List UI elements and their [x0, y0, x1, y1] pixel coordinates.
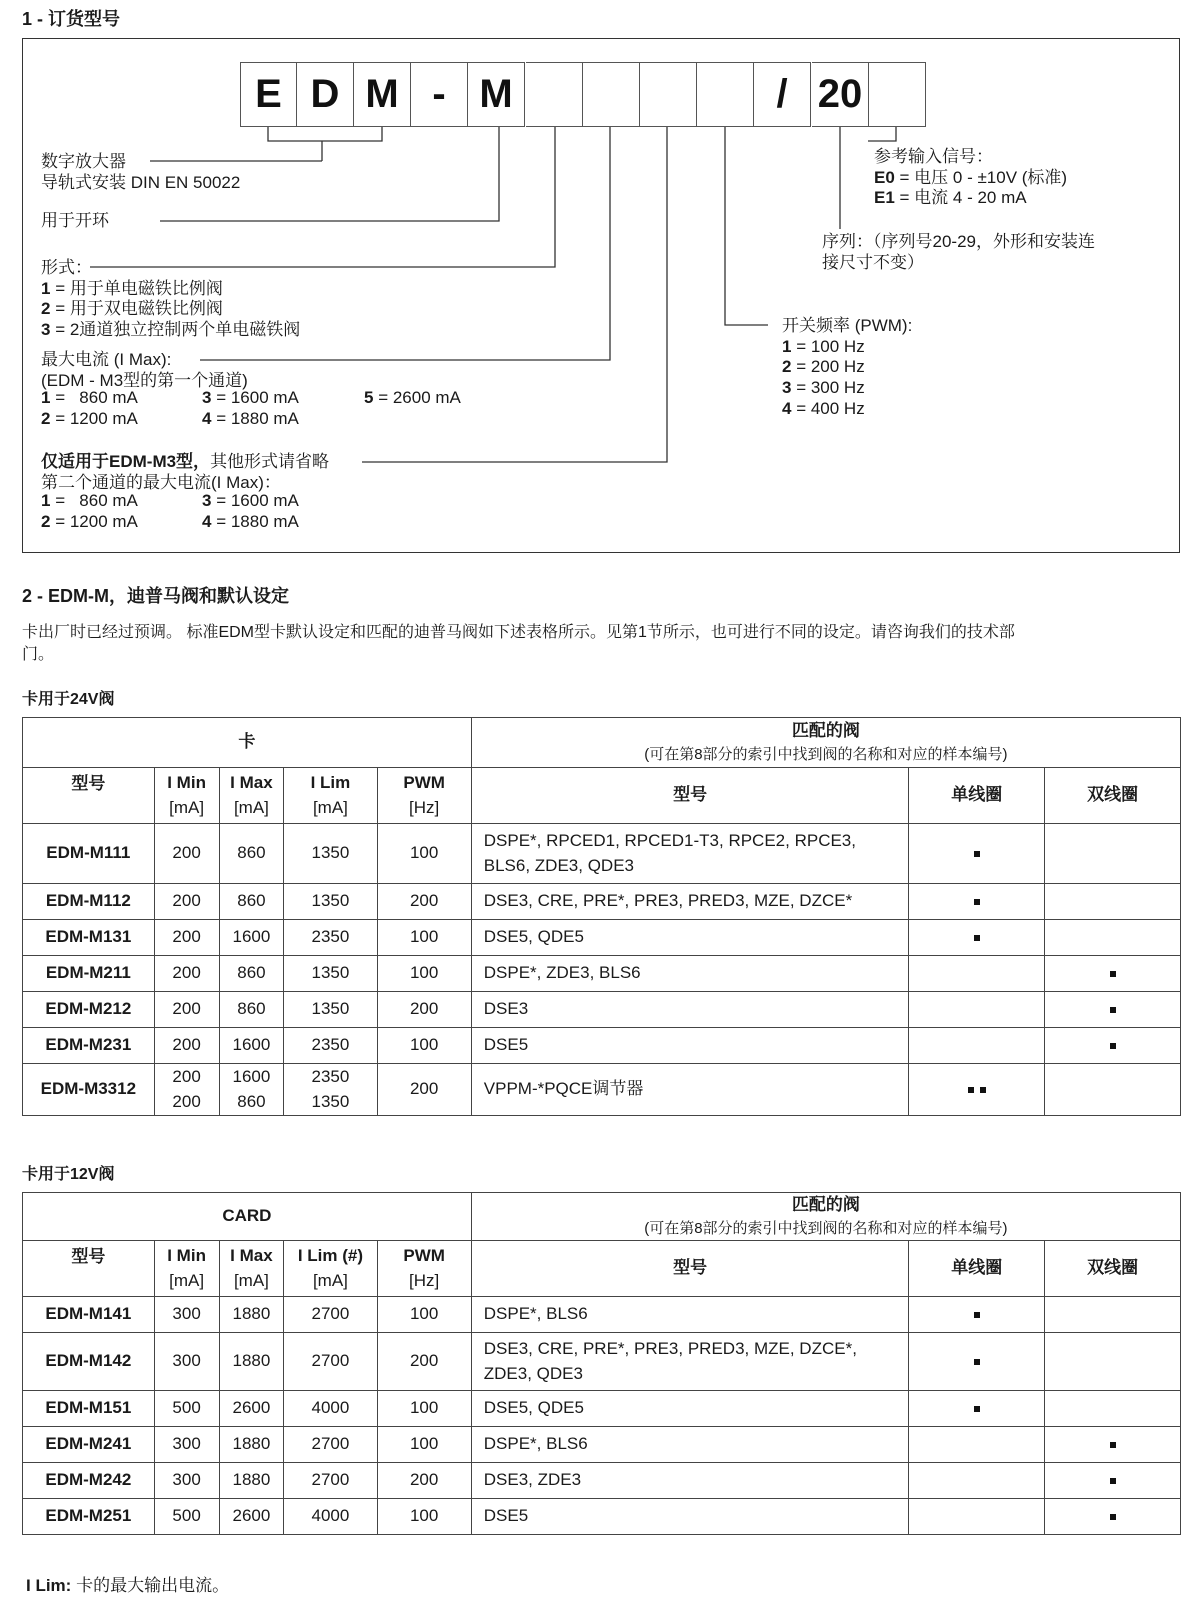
col-valve-model: 型号 [471, 768, 909, 824]
row-ilim: 4000 [284, 1499, 377, 1535]
form-title: 形式： [41, 258, 92, 277]
row-pwm: 100 [377, 1297, 471, 1333]
coil-marker-icon [1110, 971, 1116, 977]
form-option-2: 2 = 用于双电磁铁比例阀 [41, 299, 223, 319]
double-coil-marker [1045, 1391, 1181, 1427]
imax-subtitle: (EDM - M3型的第一个通道) [41, 370, 248, 390]
row-ilim: 1350 [284, 992, 377, 1028]
col-double-coil: 双线圈 [1045, 1241, 1181, 1297]
row-imin: 300 [154, 1333, 219, 1391]
row-model: EDM-M142 [23, 1333, 155, 1391]
double-coil-marker [1045, 1427, 1181, 1463]
double-coil-marker [1045, 920, 1181, 956]
code-box: - [411, 62, 468, 127]
row-imin: 200 [154, 992, 219, 1028]
row-model: EDM-M151 [23, 1391, 155, 1427]
pwm-options [782, 316, 912, 420]
row-model: EDM-M251 [23, 1499, 155, 1535]
single-coil-marker [909, 956, 1045, 992]
row-imax: 1880 [219, 1297, 284, 1333]
single-coil-marker [909, 824, 1045, 884]
row-ilim: 2350 [284, 920, 377, 956]
single-coil-marker [909, 884, 1045, 920]
coil-marker-icon [974, 1312, 980, 1318]
row-valves: DSE5, QDE5 [471, 1391, 909, 1427]
row-imax: 1880 [219, 1427, 284, 1463]
row-imax: 2600 [219, 1499, 284, 1535]
open-loop-label: 用于开环 [41, 211, 109, 230]
double-coil-marker [1045, 1463, 1181, 1499]
double-coil-marker [1045, 956, 1181, 992]
row-pwm: 100 [377, 824, 471, 884]
coil-marker-icon [974, 1359, 980, 1365]
row-valves: DSPE*, RPCED1, RPCED1-T3, RPCE2, RPCE3, BLS6, ZDE3, QDE3 [471, 824, 909, 884]
row-pwm: 100 [377, 1499, 471, 1535]
form-options [41, 258, 300, 341]
code-box: D [297, 62, 354, 127]
digital-amplifier-label: 数字放大器 导轨式安装 DIN EN 50022 [41, 152, 241, 192]
row-imin: 300 [154, 1427, 219, 1463]
table-row [23, 992, 1181, 1028]
pwm-option-4: 4 = 400 Hz [782, 398, 865, 418]
coil-marker-icon [980, 1087, 986, 1093]
row-pwm: 200 [377, 992, 471, 1028]
coil-marker-icon [1110, 1514, 1116, 1520]
row-model: EDM-M131 [23, 920, 155, 956]
code-box: E [240, 62, 297, 127]
imax-title: 最大电流 (I Max): [41, 350, 172, 369]
double-coil-marker [1045, 824, 1181, 884]
single-coil-marker [909, 1499, 1045, 1535]
pwm-option-2: 2 = 200 Hz [782, 357, 865, 377]
double-coil-marker [1045, 1028, 1181, 1064]
table-12v-caption: 卡用于12V阀 [22, 1166, 115, 1183]
row-imax: 1600 [219, 920, 284, 956]
row-model: EDM-M111 [23, 824, 155, 884]
single-coil-marker [909, 992, 1045, 1028]
col-imin: I Min [mA] [154, 768, 219, 824]
imax-option-4: 4 = 1880 mA [202, 409, 299, 428]
table-row [23, 956, 1181, 992]
row-imin: 200 [154, 1028, 219, 1064]
card-header: CARD [23, 1193, 472, 1241]
imax-option-3: 3 = 1600 mA [202, 388, 299, 407]
row-valves: DSE3 [471, 992, 909, 1028]
table-row [23, 1028, 1181, 1064]
col-double-coil: 双线圈 [1045, 768, 1181, 824]
imax-option-1: 1 = 860 mA [41, 388, 138, 407]
col-imax: I Max [mA] [219, 768, 284, 824]
row-model: EDM-M141 [23, 1297, 155, 1333]
row-valves: DSE3, CRE, PRE*, PRE3, PRED3, MZE, DZCE*, ZDE3, QDE3 [471, 1333, 909, 1391]
table-24v [22, 717, 1181, 1116]
row-pwm: 100 [377, 920, 471, 956]
table-row [23, 824, 1181, 884]
row-pwm: 100 [377, 1427, 471, 1463]
reference-e1: E1 = 电流 4 - 20 mA [874, 188, 1027, 208]
col-model: 型号 [23, 1241, 155, 1297]
row-pwm: 200 [377, 1333, 471, 1391]
row-valves: DSE3, CRE, PRE*, PRE3, PRED3, MZE, DZCE* [471, 884, 909, 920]
col-valve-model: 型号 [471, 1241, 909, 1297]
table-header-row [23, 768, 1181, 824]
row-ilim: 4000 [284, 1391, 377, 1427]
imax-option-2: 2 = 1200 mA [41, 409, 138, 428]
m3-option-2: 2 = 1200 mA [41, 512, 138, 531]
table-row [23, 1391, 1181, 1427]
row-imin: 200 [154, 824, 219, 884]
row-valves: DSE5 [471, 1028, 909, 1064]
coil-marker-icon [1110, 1007, 1116, 1013]
m3-option-3: 3 = 1600 mA [202, 491, 299, 510]
row-imin: 200 [154, 884, 219, 920]
col-model: 型号 [23, 768, 155, 824]
single-coil-marker [909, 1463, 1045, 1499]
row-valves: DSE3, ZDE3 [471, 1463, 909, 1499]
row-model: EDM-M242 [23, 1463, 155, 1499]
row-imax: 860 [219, 824, 284, 884]
imax-options [41, 350, 248, 391]
row-imin: 200 [154, 956, 219, 992]
table-row [23, 920, 1181, 956]
footnote: I Lim: 卡的最大输出电流。 [26, 1576, 230, 1595]
coil-marker-icon [974, 899, 980, 905]
coil-marker-icon [968, 1087, 974, 1093]
row-model: EDM-M211 [23, 956, 155, 992]
coil-marker-icon [974, 851, 980, 857]
valve-header: 匹配的阀 (可在第8部分的索引中找到阀的名称和对应的样本编号) [471, 718, 1180, 768]
coil-marker-icon [1110, 1043, 1116, 1049]
table-row [23, 1297, 1181, 1333]
row-ilim: 2700 [284, 1463, 377, 1499]
row-valves: DSPE*, ZDE3, BLS6 [471, 956, 909, 992]
row-imax: 2600 [219, 1391, 284, 1427]
double-coil-marker [1045, 884, 1181, 920]
code-box: / [754, 62, 811, 127]
table-row [23, 1463, 1181, 1499]
code-box: 20 [812, 62, 869, 127]
coil-marker-icon [974, 1406, 980, 1412]
row-imin: 500 [154, 1391, 219, 1427]
row-valves: DSPE*, BLS6 [471, 1427, 909, 1463]
row-valves: DSPE*, BLS6 [471, 1297, 909, 1333]
table-row [23, 1333, 1181, 1391]
row-imax: 860 [219, 992, 284, 1028]
row-imax: 1880 [219, 1333, 284, 1391]
card-header: 卡 [23, 718, 472, 768]
table-row [23, 1427, 1181, 1463]
col-ilim: I Lim [mA] [284, 768, 377, 824]
col-single-coil: 单线圈 [909, 768, 1045, 824]
double-coil-marker [1045, 1333, 1181, 1391]
section-2-title: 2 - EDM-M，迪普马阀和默认设定 [22, 586, 289, 606]
row-imin: 300 [154, 1463, 219, 1499]
m3-subtitle: 第二个通道的最大电流(I Max)： [41, 472, 281, 492]
row-model: EDM-M231 [23, 1028, 155, 1064]
form-option-1: 1 = 用于单电磁铁比例阀 [41, 278, 223, 298]
double-coil-marker [1045, 1499, 1181, 1535]
row-ilim: 2350 [284, 1028, 377, 1064]
code-box: M [354, 62, 411, 127]
row-ilim: 2700 [284, 1333, 377, 1391]
series-note: 序列：（序列号20-29，外形和安装连 接尺寸不变） [822, 232, 1095, 272]
table-row [23, 884, 1181, 920]
row-imin: 200 [154, 920, 219, 956]
row-model: EDM-M212 [23, 992, 155, 1028]
row-ilim: 1350 [284, 824, 377, 884]
row-imax: 860 [219, 956, 284, 992]
pwm-title: 开关频率 (PWM): [782, 316, 913, 335]
col-ilim: I Lim (#) [mA] [284, 1241, 377, 1297]
row-imax: 860 [219, 884, 284, 920]
double-coil-marker [1045, 1064, 1181, 1116]
row-pwm: 200 [377, 1463, 471, 1499]
pwm-option-1: 1 = 100 Hz [782, 336, 865, 356]
pwm-option-3: 3 = 300 Hz [782, 378, 865, 398]
row-ilim: 1350 [284, 884, 377, 920]
single-coil-marker [909, 1028, 1045, 1064]
table-24v-caption: 卡用于24V阀 [22, 691, 115, 708]
row-valves: DSE5 [471, 1499, 909, 1535]
row-imin: 500 [154, 1499, 219, 1535]
row-ilim: 1350 [284, 956, 377, 992]
single-coil-marker [909, 1297, 1045, 1333]
table-header-row [23, 1241, 1181, 1297]
double-coil-marker [1045, 1297, 1181, 1333]
m3-title: 仅适用于EDM-M3型，其他形式请省略 [41, 452, 330, 471]
row-pwm: 100 [377, 1028, 471, 1064]
row-model: EDM-M241 [23, 1427, 155, 1463]
single-coil-marker [909, 1333, 1045, 1391]
row-valves: DSE5, QDE5 [471, 920, 909, 956]
row-imax: 1880 [219, 1463, 284, 1499]
row-imin: 300 [154, 1297, 219, 1333]
coil-marker-icon [1110, 1442, 1116, 1448]
form-option-3: 3 = 2通道独立控制两个单电磁铁阀 [41, 320, 301, 340]
row-imax: 1600 [219, 1028, 284, 1064]
valve-header: 匹配的阀 (可在第8部分的索引中找到阀的名称和对应的样本编号) [471, 1193, 1180, 1241]
col-pwm: PWM [Hz] [377, 768, 471, 824]
col-imin: I Min [mA] [154, 1241, 219, 1297]
code-box: M [468, 62, 525, 127]
row-model: EDM-M112 [23, 884, 155, 920]
double-coil-marker [1045, 992, 1181, 1028]
coil-marker-icon [974, 935, 980, 941]
table-row [23, 1499, 1181, 1535]
col-single-coil: 单线圈 [909, 1241, 1045, 1297]
row-pwm: 100 [377, 1391, 471, 1427]
single-coil-marker [909, 1064, 1045, 1116]
row-pwm: 100 [377, 956, 471, 992]
coil-marker-icon [1110, 1478, 1116, 1484]
reference-signal-title: 参考输入信号： [874, 147, 993, 166]
m3-second-channel [41, 452, 329, 493]
col-pwm: PWM [Hz] [377, 1241, 471, 1297]
reference-e0: E0 = 电压 0 - ±10V (标准) [874, 167, 1068, 187]
row-ilim: 2700 [284, 1427, 377, 1463]
table-12v [22, 1192, 1181, 1535]
row-pwm: 200 [377, 884, 471, 920]
row-ilim: 2700 [284, 1297, 377, 1333]
table-row-m3312: EDM-M3312 200 200 1600 860 2350 1350 200 VPPM-*PQCE调节器 [23, 1064, 1181, 1116]
single-coil-marker [909, 920, 1045, 956]
reference-signal-options [874, 147, 1067, 209]
section-1-title: 1 - 订货型号 [22, 9, 121, 29]
m3-option-1: 1 = 860 mA [41, 491, 138, 510]
imax-option-5: 5 = 2600 mA [364, 388, 461, 407]
section-2-intro: 卡出厂时已经过预调。 标准EDM型卡默认设定和匹配的迪普马阀如下述表格所示。见第1节所示，也可进行不同的设定。请咨询我们的技术部 门。 [22, 624, 1015, 663]
single-coil-marker [909, 1391, 1045, 1427]
m3-option-4: 4 = 1880 mA [202, 512, 299, 531]
col-imax: I Max [mA] [219, 1241, 284, 1297]
single-coil-marker [909, 1427, 1045, 1463]
